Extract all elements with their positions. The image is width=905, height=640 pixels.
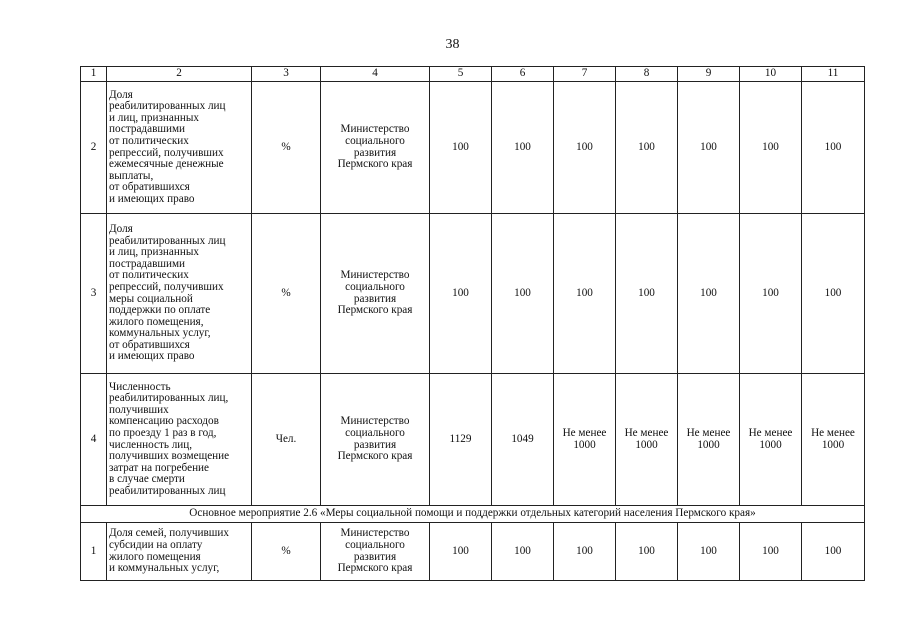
table-row: [81, 374, 865, 506]
header-cell: 8: [616, 67, 678, 82]
value-cell: 100: [740, 214, 802, 374]
indicators-table: [80, 66, 865, 581]
header-cell: 3: [252, 67, 321, 82]
unit: %: [252, 523, 321, 581]
indicator-name: Доля реабилитированных лиц и лиц, признанных пострадавшими от политических репрессий, получивших ежемесячные денежные выплаты, от обратившихся и имеющих право: [107, 82, 252, 214]
value-cell: 100: [492, 214, 554, 374]
value-cell: Не менее 1000: [740, 374, 802, 506]
header-cell: 4: [321, 67, 430, 82]
value-cell: 100: [430, 82, 492, 214]
value-cell: 100: [740, 82, 802, 214]
value-cell: 100: [678, 214, 740, 374]
value-cell: 100: [554, 214, 616, 374]
table-row: [81, 523, 865, 581]
value-cell: 100: [678, 82, 740, 214]
row-number: 2: [81, 82, 107, 214]
value-cell: 100: [802, 82, 865, 214]
value-cell: 100: [740, 523, 802, 581]
indicator-name: Доля семей, получивших субсидии на оплату жилого помещения и коммунальных услуг,: [107, 523, 252, 581]
value-cell: 100: [492, 523, 554, 581]
header-cell: 9: [678, 67, 740, 82]
executor: Министерство социального развития Пермского края: [321, 214, 430, 374]
value-cell: 100: [616, 523, 678, 581]
row-number: 3: [81, 214, 107, 374]
header-cell: 10: [740, 67, 802, 82]
unit: %: [252, 82, 321, 214]
table-row: [81, 82, 865, 214]
value-cell: Не менее 1000: [678, 374, 740, 506]
value-cell: Не менее 1000: [616, 374, 678, 506]
value-cell: Не менее 1000: [554, 374, 616, 506]
section-title: Основное мероприятие 2.6 «Меры социальной помощи и поддержки отдельных категорий населения Пермского края»: [81, 506, 865, 523]
value-cell: 100: [554, 82, 616, 214]
value-cell: 1049: [492, 374, 554, 506]
executor: Министерство социального развития Пермского края: [321, 374, 430, 506]
value-cell: 100: [616, 214, 678, 374]
value-cell: 100: [430, 214, 492, 374]
header-cell: 11: [802, 67, 865, 82]
value-cell: 100: [554, 523, 616, 581]
unit: Чел.: [252, 374, 321, 506]
executor: Министерство социального развития Пермского края: [321, 523, 430, 581]
value-cell: 100: [492, 82, 554, 214]
value-cell: Не менее 1000: [802, 374, 865, 506]
value-cell: 100: [678, 523, 740, 581]
header-cell: 5: [430, 67, 492, 82]
indicator-name: Доля реабилитированных лиц и лиц, признанных пострадавшими от политических репрессий, получивших меры социальной поддержки по оплате жилого помещения, коммунальных услуг, от обратившихся и имеющих право: [107, 214, 252, 374]
value-cell: 100: [802, 214, 865, 374]
value-cell: 100: [430, 523, 492, 581]
header-cell: 7: [554, 67, 616, 82]
row-number: 1: [81, 523, 107, 581]
row-number: 4: [81, 374, 107, 506]
header-row: [81, 67, 865, 82]
value-cell: 100: [616, 82, 678, 214]
header-cell: 2: [107, 67, 252, 82]
table-row: [81, 214, 865, 374]
value-cell: 1129: [430, 374, 492, 506]
header-cell: 6: [492, 67, 554, 82]
executor: Министерство социального развития Пермского края: [321, 82, 430, 214]
page-number: 38: [445, 37, 460, 52]
header-cell: 1: [81, 67, 107, 82]
value-cell: 100: [802, 523, 865, 581]
indicator-name: Численность реабилитированных лиц, получивших компенсацию расходов по проезду 1 раз в год, численность лиц, получивших возмещение затрат на погребение в случае смерти реабилитированных лиц: [107, 374, 252, 506]
section-row: [81, 506, 865, 523]
unit: %: [252, 214, 321, 374]
